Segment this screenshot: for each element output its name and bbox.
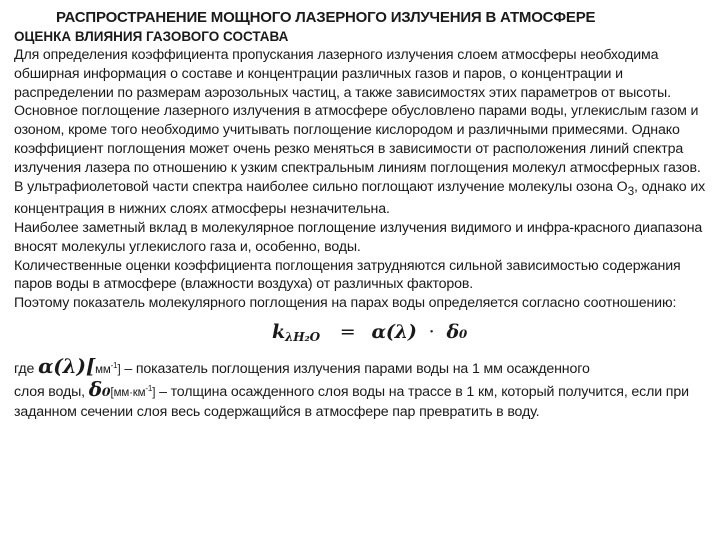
def-alpha-prefix: где: [14, 360, 35, 377]
slide-body: [14, 46, 714, 421]
uv-text-before: В ультрафиолетовой части спектра наиболее сильно поглощают излучение молекулы озона O: [14, 178, 628, 195]
paragraph-visible-ir: Наиболее заметный вклад в молекулярное поглощение излучения видимого и инфра-красного диапазона вносят молекулы углекислого газа и, особенно, воды.: [14, 220, 703, 255]
section-subtitle: ОЦЕНКА ВЛИЯНИЯ ГАЗОВОГО СОСТАВА: [14, 29, 289, 44]
paragraph-quantitative: Количественные оценки коэффициента поглощения затрудняются сильной зависимостью содержания паров воды в атмосфере (влажности воздуха) от различных факторов.: [14, 257, 681, 293]
paragraph-absorption: Основное поглощение лазерного излучения в атмосфере обусловлено парами воды, углекислым газом и озоном, кроме того необходимо учитывать поглощение кислородом и различными примесями. Однако коэффициент поглощения может очень резко меняться в зависимости от расположения линий спектра излучения лазера по отношению к узким спектральным линиям поглощения молекул атмосферных газов.: [14, 103, 701, 176]
definition-alpha: [14, 353, 714, 380]
def-delta-symbol: δ₀: [88, 376, 111, 401]
formula-equals: =: [339, 320, 356, 343]
def-alpha-symbol: α(λ): [38, 353, 86, 378]
slide-title: РАСПРОСТРАНЕНИЕ МОЩНОГО ЛАЗЕРНОГО ИЗЛУЧЕНИЯ В АТМОСФЕРЕ: [56, 9, 596, 26]
def-delta-text: – толщина осажденного слоя воды на трассе в 1 км, который получится, если при заданном сечении слоя весь содержащийся в атмосфере пар превратить в воду.: [14, 383, 689, 420]
def-alpha-unit-exp: -1: [110, 360, 118, 370]
uv-text-after: , однако их концентрация в нижних слоях атмосферы незначительна.: [14, 178, 706, 218]
formula-delta: δ₀: [446, 320, 468, 343]
def-delta-unit-close: ]: [152, 386, 156, 399]
definition-delta: [14, 376, 714, 422]
def-alpha-unit: мм: [95, 363, 111, 376]
def-delta-prefix: слоя воды,: [14, 383, 85, 400]
absorption-formula: [272, 320, 714, 353]
def-alpha-text: – показатель поглощения излучения парами воды на 1 мм осажденного: [120, 360, 590, 377]
formula-lhs: k: [272, 320, 286, 343]
def-delta-unit: [мм·км: [110, 386, 146, 399]
paragraph-therefore: Поэтому показатель молекулярного поглощения на парах воды определяется согласно соотношению:: [14, 295, 677, 312]
formula-alpha: α(λ): [371, 320, 417, 343]
def-alpha-bracket: [: [85, 353, 96, 378]
paragraph-uv: [14, 178, 714, 219]
paragraph-intro: Для определения коэффициента пропускания лазерного излучения слоем атмосферы необходима обширная информация о составе и концентрации различных газов и паров, о концентрации и распределении по размерам аэрозольных частиц, а также зависимостях этих параметров от высоты.: [14, 47, 671, 101]
formula-dot: ·: [428, 320, 435, 343]
uv-subscript: 3: [627, 183, 635, 198]
formula-lhs-subscript: λH₂O: [285, 329, 320, 344]
def-delta-unit-exp: -1: [145, 383, 153, 393]
def-alpha-unit-close: ]: [117, 363, 121, 376]
